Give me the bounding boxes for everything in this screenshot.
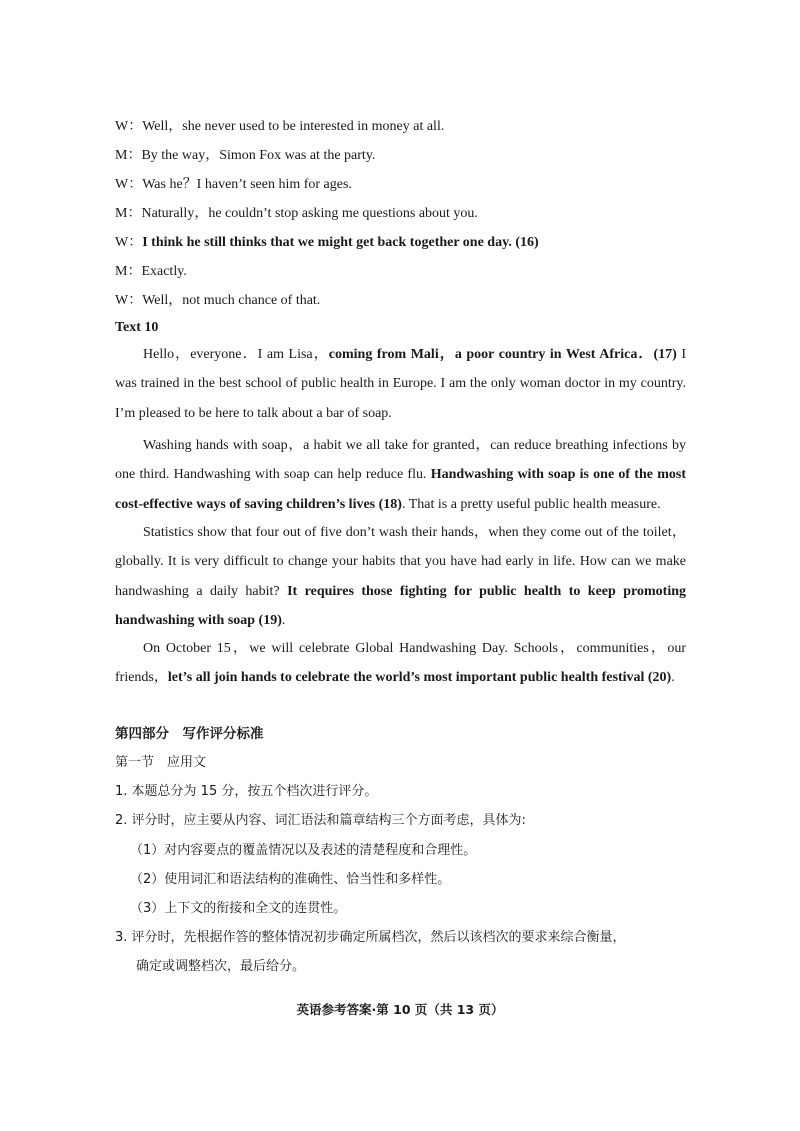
paragraph-3 <box>115 518 686 635</box>
speaker-label: W： <box>115 235 143 250</box>
p4-answer-20: let’s all join hands to celebrate the world’s most important public health festival (20) <box>167 670 672 686</box>
p2-text: Washing hands with soap，a habit we all take for granted，can reduce breathing infections by one third. Handwashing with soap can help reduce flu. <box>115 438 686 483</box>
criteria-item-3-cont: 确定或调整档次，最后给分。 <box>136 959 306 974</box>
criteria-item-1: 1. 本题总分为 15 分，按五个档次进行评分。 <box>115 784 378 799</box>
dialogue-text: By the way，Simon Fox was at the party. <box>141 148 376 163</box>
part4-title: 第四部分 写作评分标准 <box>115 726 264 742</box>
speaker-label: W： <box>115 293 143 308</box>
speaker-label: M： <box>115 206 142 221</box>
dialogue-text: Was he？I haven’t seen him for ages. <box>142 177 352 192</box>
p1-answer-17: coming from Mali，a poor country in West Africa．(17) <box>328 347 677 362</box>
paragraph-4 <box>115 634 686 693</box>
dialogue-line <box>115 176 352 194</box>
text10-heading: Text 10 <box>115 320 159 335</box>
page-footer: 英语参考答案·第 10 页（共 13 页） <box>296 1002 504 1017</box>
dialogue-line <box>115 263 187 281</box>
dialogue-line <box>115 234 539 252</box>
dialogue-text: Exactly. <box>141 264 187 279</box>
speaker-label: W： <box>115 119 143 134</box>
dialogue-line <box>115 292 320 310</box>
speaker-label: M： <box>115 264 142 279</box>
p3-answer-19: It requires those fighting for public health to keep promoting handwashing with soap (19) <box>115 583 686 628</box>
criteria-sub-2: （2）使用词汇和语法结构的准确性、恰当性和多样性。 <box>130 872 451 887</box>
paragraph-1 <box>115 340 686 428</box>
dialogue-line <box>115 205 478 223</box>
dialogue-line <box>115 147 375 165</box>
dialogue-text: Naturally，he couldn’t stop asking me questions about you. <box>141 206 478 221</box>
dialogue-text: Well，not much chance of that. <box>142 293 321 308</box>
criteria-item-3: 3. 评分时，先根据作答的整体情况初步确定所属档次，然后以该档次的要求来综合衡量， <box>115 930 626 945</box>
p1-text-rest: I was trained in the best school of public health in Europe. I am the only woman doctor in my country. I’m pleased to be here to talk about a bar of soap. <box>115 347 687 421</box>
paragraph-2 <box>115 431 686 519</box>
speaker-label: W： <box>115 177 143 192</box>
section1-title: 第一节 应用文 <box>115 755 207 770</box>
p3-text: Statistics show that four out of five don’t wash their hands，when they come out of the toilet，globally. It is very difficult to change your habits that you have had early in life. How can we make handwashing a daily habit? <box>115 525 686 599</box>
p4-text: On October 15，we will celebrate Global Handwashing Day. Schools，communities，our friends， <box>115 641 686 686</box>
p4-text-rest: . <box>671 670 675 686</box>
dialogue-text-bold: I think he still thinks that we might get back together one day. (16) <box>142 235 539 250</box>
p2-text-rest: . That is a pretty useful public health measure. <box>401 496 661 512</box>
criteria-item-2: 2. 评分时，应主要从内容、词汇语法和篇章结构三个方面考虑，具体为: <box>115 813 526 828</box>
criteria-sub-3: （3）上下文的衔接和全文的连贯性。 <box>130 901 347 916</box>
p1-text: Hello，everyone．I am Lisa， <box>143 347 329 362</box>
dialogue-line <box>115 118 444 136</box>
dialogue-text: Well，she never used to be interested in money at all. <box>142 119 445 134</box>
p3-text-rest: . <box>281 612 286 628</box>
speaker-label: M： <box>115 148 142 163</box>
criteria-sub-1: （1）对内容要点的覆盖情况以及表述的清楚程度和合理性。 <box>130 843 477 858</box>
p2-answer-18: Handwashing with soap is one of the most cost-effective ways of saving children’s lives (18) <box>115 467 686 512</box>
